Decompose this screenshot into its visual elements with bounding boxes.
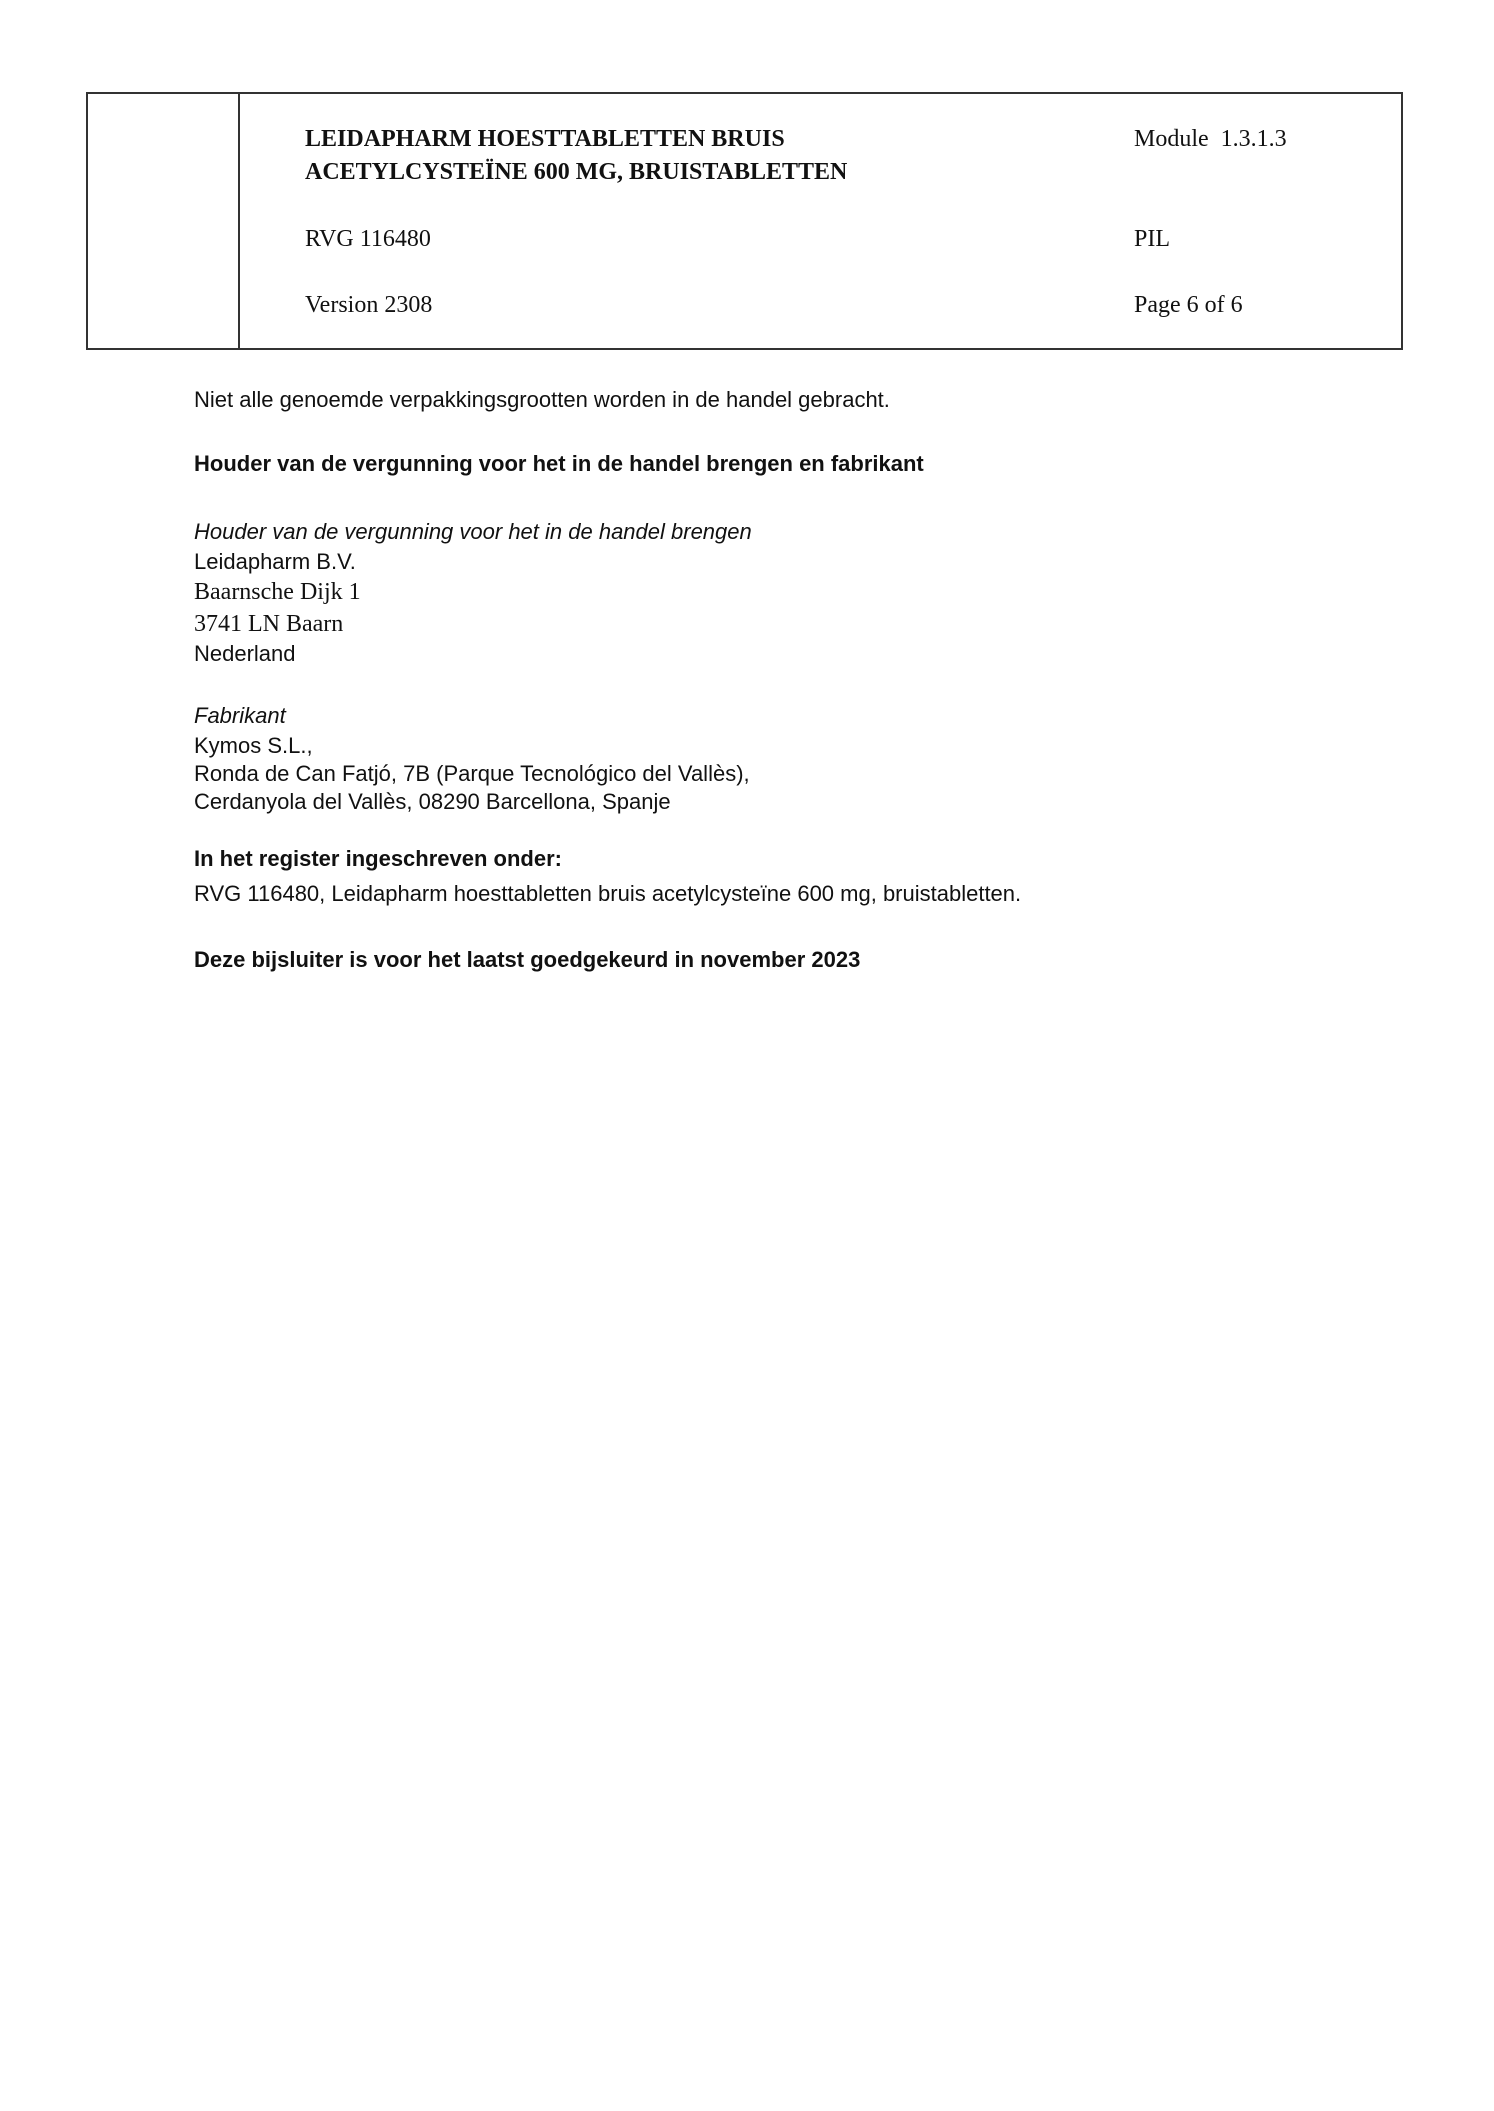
manufacturer-name: Kymos S.L.,: [194, 733, 313, 758]
header-version: Version 2308: [305, 292, 433, 318]
header-doc-type: PIL: [1134, 226, 1170, 252]
manufacturer-subheading: Fabrikant: [194, 703, 286, 728]
manufacturer-address-1: Ronda de Can Fatjó, 7B (Parque Tecnológico del Vallès),: [194, 761, 750, 786]
holder-country: Nederland: [194, 641, 296, 666]
holder-subheading: Houder van de vergunning voor het in de handel brengen: [194, 519, 752, 544]
holder-heading: Houder van de vergunning voor het in de handel brengen en fabrikant: [194, 451, 924, 476]
register-text: RVG 116480, Leidapharm hoesttabletten bruis acetylcysteïne 600 mg, bruistabletten.: [194, 881, 1022, 906]
packaging-note: Niet alle genoemde verpakkingsgrootten worden in de handel gebracht.: [194, 387, 890, 412]
header-title-line1: LEIDAPHARM HOESTTABLETTEN BRUIS: [305, 126, 785, 152]
approval-date: Deze bijsluiter is voor het laatst goedgekeurd in november 2023: [194, 947, 861, 972]
register-heading: In het register ingeschreven onder:: [194, 846, 562, 871]
header-page-number: Page 6 of 6: [1134, 292, 1243, 318]
holder-name: Leidapharm B.V.: [194, 549, 356, 574]
header-module: Module 1.3.1.3: [1134, 126, 1287, 152]
manufacturer-address-2: Cerdanyola del Vallès, 08290 Barcellona, Spanje: [194, 789, 671, 814]
header-title-line2: ACETYLCYSTEÏNE 600 MG, BRUISTABLETTEN: [305, 159, 848, 185]
holder-city: 3741 LN Baarn: [194, 611, 344, 637]
header-rvg: RVG 116480: [305, 226, 431, 252]
header-divider: [238, 94, 240, 348]
holder-street: Baarnsche Dijk 1: [194, 579, 361, 605]
